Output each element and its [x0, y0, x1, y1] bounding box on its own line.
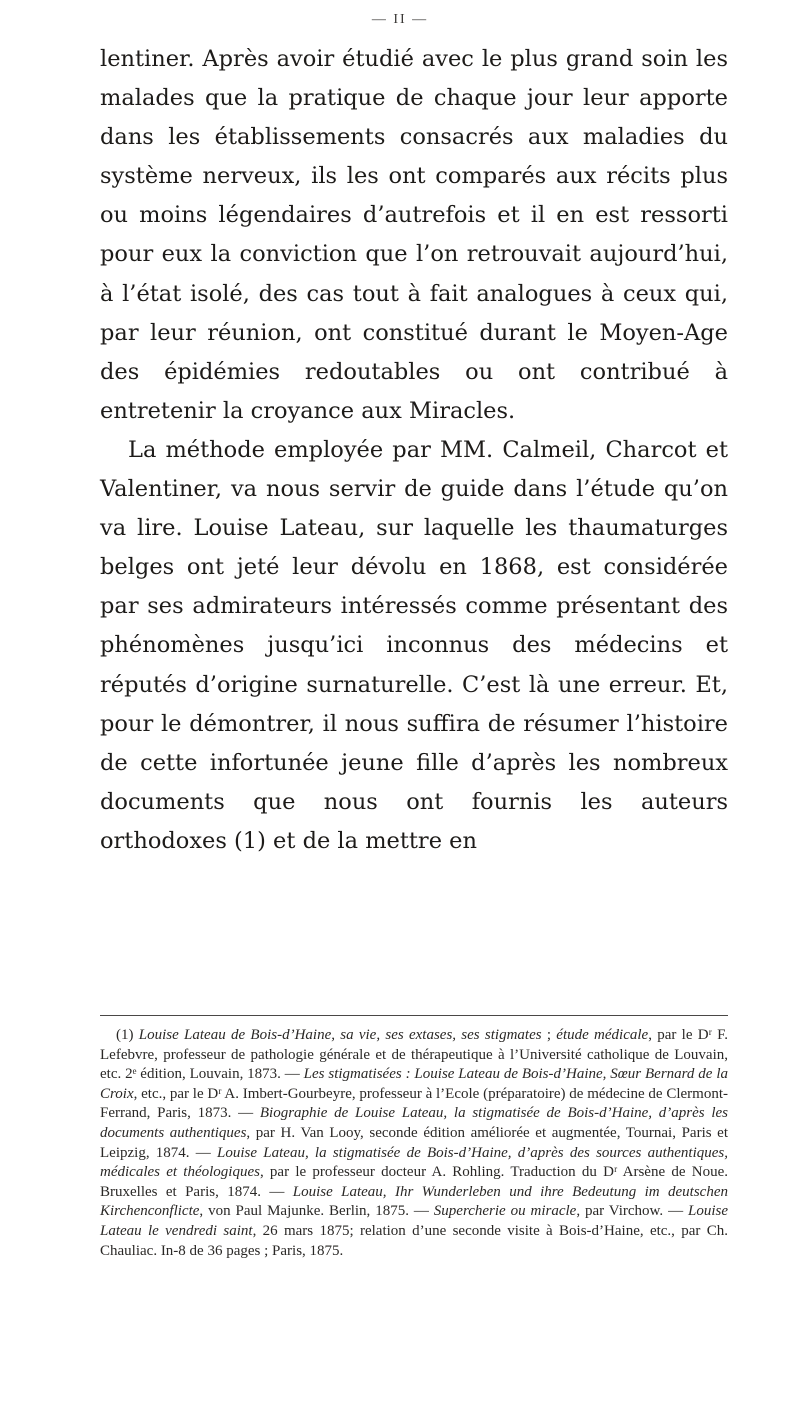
main-text: [100, 40, 728, 861]
paragraph-continued: lentiner. Après avoir étudié avec le plus grand soin les malades que la pratique de chaque jour leur apporte dans les établissements consacrés aux maladies du système nerveux, ils les ont comparés aux récits plus ou moins légendaires d’autrefois et il en est ressorti pour eux la conviction que l’on retrouvait aujourd’hui, à l’état isolé, des cas tout à fait analogues à ceux qui, par leur réunion, ont constitué durant le Moyen-Age des épidémies redoutables ou ont contribué à entretenir la croyance aux Miracles.: [100, 46, 728, 424]
footnote-text: , par H. Van Looy, seconde édition améliorée et augmentée, Tournai, Paris et Leipzig, 1874. —: [100, 1124, 728, 1161]
footnote-title: Louise Lateau le vendredi saint: [100, 1203, 728, 1239]
footnote-body: [100, 1027, 728, 1259]
footnote-text: , par le professeur docteur A. Rohling. Traduction du Dʳ Arsène de Noue. Bruxelles et Paris, 1874. —: [100, 1164, 728, 1200]
footnote-1: [100, 1026, 728, 1261]
footnote-title: étude médicale: [556, 1027, 649, 1043]
footnote-marker: (1): [116, 1027, 139, 1043]
footnote-text: , 26 mars 1875; relation d’une seconde visite à Bois-d’Haine, etc., par Ch. Chauliac. In-8 de 36 pages ; Paris, 1875.: [100, 1222, 728, 1259]
footnote-text: , etc., par le Dʳ A. Imbert-Gourbeyre, professeur à l’Ecole (préparatoire) de médecine de Clermont-Ferrand, Paris, 1873. —: [100, 1085, 728, 1122]
footnote-title: Louise Lateau, la stigmatisée de Bois-d’Haine, d’après des sources authentiques, médicales et théologiques: [100, 1144, 728, 1181]
footnote-text: , von Paul Majunke. Berlin, 1875. —: [199, 1203, 434, 1220]
footnote-title: Les stigmatisées : Louise Lateau de Bois-d’Haine, Sœur Bernard de la Croix: [100, 1066, 728, 1102]
footnote-title: Supercherie ou miracle: [433, 1203, 577, 1220]
footnote-text: , par le Dʳ F. Lefebvre, professeur de pathologie générale et de thérapeutique à l’Université catholique de Louvain, etc. 2ᵉ édition, Louvain, 1873. —: [100, 1027, 728, 1083]
footnote-divider: [100, 1015, 728, 1016]
footnote-text: , par Virchow. —: [576, 1203, 688, 1220]
paragraph-method: La méthode employée par MM. Calmeil, Charcot et Valentiner, va nous servir de guide dans l’étude qu’on va lire. Louise Lateau, sur laquelle les thaumaturges belges ont jeté leur dévolu en 1868, est considérée par ses admirateurs intéressés comme présentant des phénomènes jusqu’ici inconnus des médecins et réputés d’origine surnaturelle. C’est là une erreur. Et, pour le démontrer, il nous suffira de résumer l’histoire de cette infortunée jeune fille d’après les nombreux documents que nous ont fournis les auteurs orthodoxes (1) et de la mettre en: [100, 436, 728, 854]
footnote-title: Louise Lateau, Ihr Wunderleben und ihre Bedeutung im deutschen Kirchenconflicte: [100, 1183, 728, 1220]
footnote-text: ;: [541, 1027, 557, 1043]
footnote-title: Biographie de Louise Lateau, la stigmatisée de Bois-d’Haine, d’après les documents authentiques: [100, 1105, 728, 1141]
footnote-area: [100, 1026, 728, 1261]
page-number: — II —: [371, 12, 429, 27]
footnote-title: Louise Lateau de Bois-d’Haine, sa vie, ses extases, ses stigmates: [138, 1027, 542, 1043]
